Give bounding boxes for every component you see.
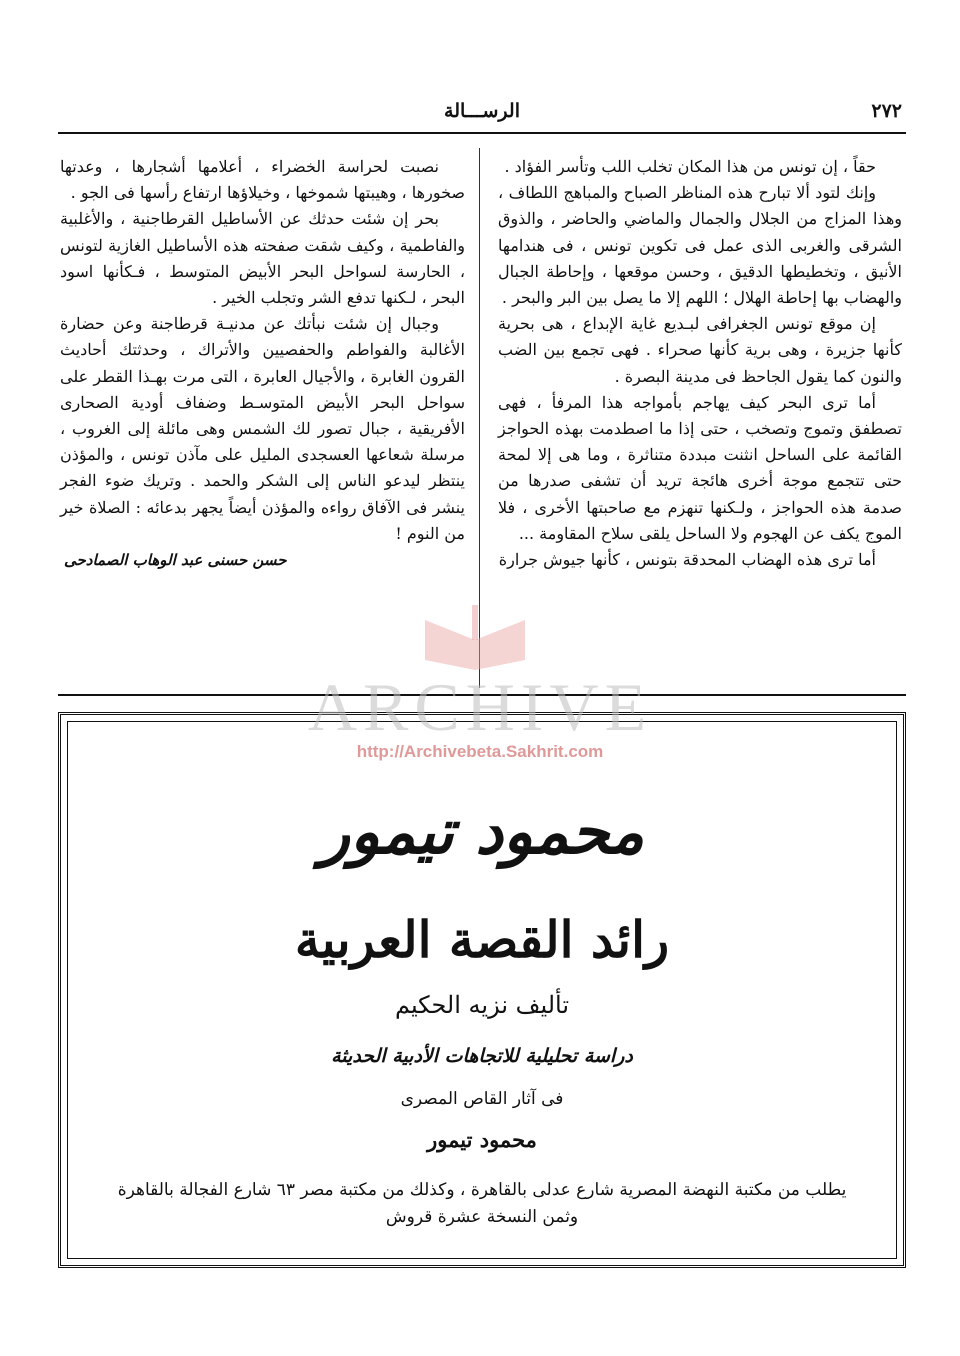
ad-author-calligraphy: محمود تيمور	[319, 795, 645, 868]
archive-watermark: ARCHIVE	[307, 669, 653, 745]
paragraph: وجبال إن شئت نبأتك عن مدنيـة قرطاجنة وعن حضارة الأغالبة والفواطم والحفصيين والأتراك ، وحدثتك أحاديث القرون الغابرة ، والأجيال العابرة ، التى مرت بهـذا القطر على سواحل البحر الأبيض المتوسـط وضفاف أودية الصحارى الأفريقية ، جبال تصور لك الشمس وهى مائلة إلى الغروب ، مرسلة شعاعها العسجدى المليل على مآذن تونس ، والمؤذن ينتظر ليدعو الناس إلى الشكر والحمد . وتريك ضوء الفجر ينشر فى الآفاق رواءه والمؤذن أيضاً يجهر بدعائه : الصلاة خير من النوم !	[60, 314, 465, 543]
ad-subject-name: محمود تيمور	[427, 1127, 537, 1152]
book-advertisement	[58, 712, 906, 1268]
paragraph: أما ترى البحر كيف يهاجم بأمواجه هذا المرفأ ، فهى تصطفق وتموج وتصخب ، حتى إذا ما اصطدمت بهذه الحواجز القائمة على الساحل انثنت مبددة متناثرة ، وما هى إلا لمحة حتى تتجمع موجة أخرى هائجة تريد أن تشفى صدرها من صدمة هذه الحواجز ، ولـكنها تنهزم مع صاحبتها الأخرى ، فلا الموج يكف عن الهجوم ولا الساحل يلقى سلاح المقاومة ...	[498, 392, 902, 543]
ad-order-line: يطلب من مكتبة النهضة المصرية شارع عدلى بالقاهرة ، وكذلك من مكتبة مصر ٦٣ شارع الفجالة بالقاهرة	[117, 1180, 847, 1200]
page-header	[58, 100, 906, 130]
section-rule	[58, 694, 906, 696]
archive-watermark-url: http://Archivebeta.Sakhrit.com	[356, 742, 604, 761]
paragraph: إن موقع تونس الجغرافى لبـديع غاية الإبداع ، هى بحرية كأنها جزيرة ، وهى برية كأنها صحراء . فهى تجمع بين الضب والنون كما يقول الجاحظ فى مدينة البصرة .	[498, 314, 903, 386]
archive-logo-icon	[420, 600, 530, 670]
paragraph: أما ترى هذه الهضاب المحدقة بتونس ، كأنها جيوش جرارة	[498, 550, 876, 570]
ad-by-line: تأليف نزيه الحكيم	[394, 991, 570, 1019]
paragraph: حقاً ، إن تونس من هذا المكان تخلب اللب وتأسر الفؤاد .	[504, 157, 876, 176]
author-signature: حسن حسنى عبد الوهاب الصمادحى	[64, 551, 287, 570]
ad-price-line: وثمن النسخة عشرة قروش	[385, 1207, 579, 1227]
article-column-right	[498, 154, 902, 573]
paragraph: نصبت لحراسة الخضراء ، أعلامها أشجارها ، وعدتها صخورها ، وهيبتها شموخها ، وخيلاؤها ارتفاع رأسها فى الجو .	[60, 157, 465, 203]
ad-book-title: رائد القصة العربية	[294, 910, 670, 969]
ad-subtitle: دراسة تحليلية للاتجاهات الأدبية الحديثة	[331, 1045, 633, 1067]
paragraph: وإنك لتود ألا تبارح هذه المناظر الصباح والمباهج اللطاف ، وهذا المزاج من الجلال والجمال والماضي والحاضر ، والذوق الشرقى والغربى الذى عمل فى تكوين تونس ، فى هندامها الأنيق ، وتخطيطها الدقيق ، وحسن موقعها ، وإحاطة الجبال والهضاب بها إحاطة الهلال ؛ اللهم إلا ما يصل بين البر والبحر .	[498, 183, 902, 308]
header-rule	[58, 132, 906, 134]
page-number: ٢٧٢	[871, 100, 902, 122]
article-column-left	[60, 154, 465, 573]
ad-subtitle-2: فى آثار القاص المصرى	[400, 1089, 564, 1109]
journal-name: الرســـالة	[444, 100, 520, 122]
ad-ordering-info	[91, 1177, 873, 1231]
paragraph: بحر إن شئت حدثك عن الأساطيل القرطاجنية ، والأغلبية والفاطمية ، وكيف شقت صفحته هذه الأساطيل الغازية لتونس ، الحارسة لسواحل البحر الأبيض المتوسط ، فـكأنها اسود البحر ، لـكنها تدفع الشر وتجلب الخير .	[60, 209, 465, 308]
